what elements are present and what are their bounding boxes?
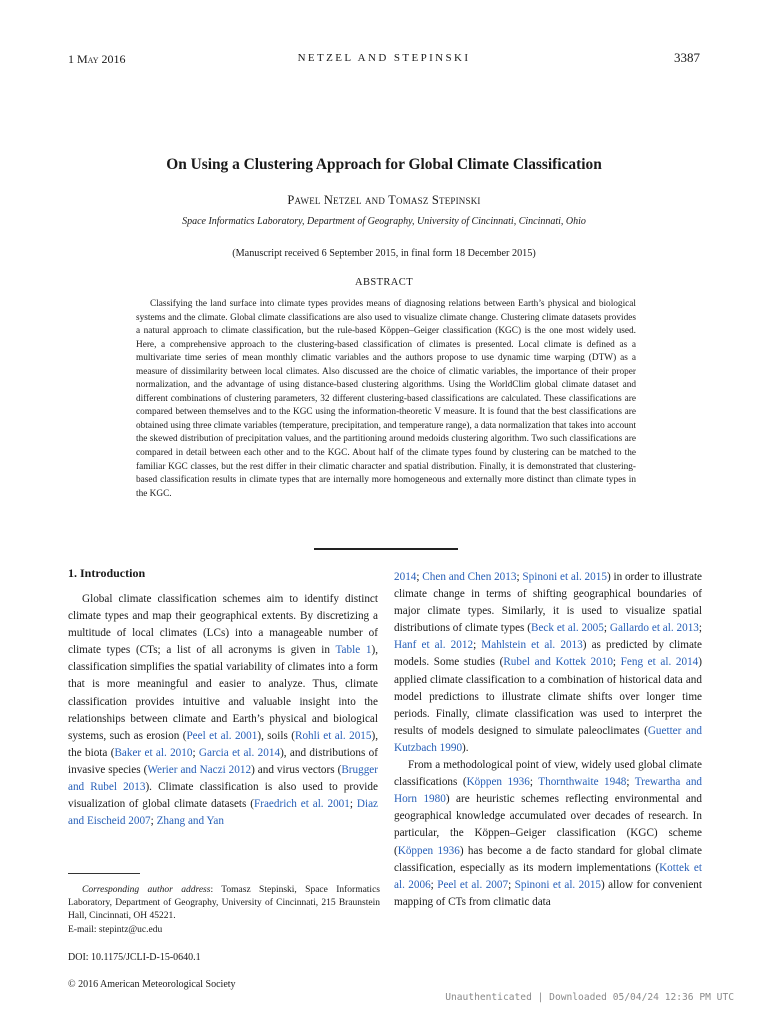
author-list: Pawel Netzel and Tomasz Stepinski: [287, 193, 481, 207]
body-text: ). Climate classification is also used to provide visualization of global climate datasets (: [68, 781, 378, 811]
citation-link[interactable]: Mahlstein et al. 2013: [481, 639, 583, 652]
footnote-rule: [68, 873, 140, 874]
citation-link[interactable]: Rohli et al. 2015: [294, 729, 372, 742]
citation-link[interactable]: Thornthwaite 1948: [538, 776, 627, 789]
page-number: 3387: [674, 50, 700, 65]
body-text: ) has become a de facto standard for global climate classification, especially as its modern implementations (: [394, 844, 703, 874]
body-text: ;: [603, 622, 610, 635]
body-text: ;: [516, 571, 523, 583]
body-text: ), soils (: [257, 729, 295, 742]
section-heading-introduction: 1. Introduction: [68, 566, 146, 580]
citation-link[interactable]: Diaz and Eischeid 2007: [68, 798, 379, 828]
body-text: ;: [150, 815, 157, 828]
citation-link[interactable]: Gallardo et al. 2013: [609, 622, 699, 635]
citation-link[interactable]: Table 1: [335, 644, 372, 657]
footnote-label: Corresponding author address: [82, 885, 211, 895]
body-text: ).: [462, 741, 469, 754]
citation-link[interactable]: Spinoni et al. 2015: [514, 878, 602, 891]
citation-link[interactable]: Peel et al. 2001: [186, 729, 258, 742]
footnote-email[interactable]: E-mail: stepintz@uc.edu: [68, 924, 163, 935]
body-text: ;: [349, 798, 357, 811]
manuscript-dates: (Manuscript received 6 September 2015, in final form 18 December 2015): [232, 248, 536, 259]
left-column: [68, 591, 378, 830]
citation-link[interactable]: Fraedrich et al. 2001: [254, 798, 350, 811]
body-text: ), and distributions of invasive species (: [68, 746, 378, 776]
body-text: ;: [473, 639, 482, 652]
footnote-text: : Tomasz Stepinski, Space Informatics Laboratory, Department of Geography, University of Cincinnati, 215 Braunstein Hall, Cincinnati, OH 45221.: [68, 885, 380, 922]
citation-link[interactable]: Rubel and Kottek 2010: [503, 656, 613, 669]
abstract-heading: ABSTRACT: [354, 277, 414, 288]
citation-link[interactable]: Brugger and Rubel 2013: [68, 763, 378, 794]
body-text: ;: [529, 776, 539, 789]
intro-paragraph-1: [68, 591, 378, 830]
running-header-date: 1 May 2016: [68, 52, 126, 66]
abstract-text: Classifying the land surface into climate types provides means of diagnosing relations between Earth’s physical and biological systems and the climate. Global climate classifications are also used to visualize climate change. Clustering climate datasets provides a natural approach to climate classification, but the rule-based Köppen–Geiger classification (KGC) is the one most widely used. Here, a comprehensive approach to the clustering-based classification of climates is presented. Local climate is defined as a multivariate time series of mean monthly climatic variables and the authors propose to use dynamic time warping (DTW) as a measure of dissimilarity between local climates. Also discussed are the choice of climatic variables, the importance of their proper normalization, and the advantage of using distance-based clustering algorithms. Using the WorldClim global climate dataset and different combinations of clustering parameters, 32 different clustering-based classifications are calculated. These classifications are compared between themselves and to the KGC using the information-theoretic V measure. It is found that the best classifications are obtained using three climate variables (temperature, precipitation, and temperature range), a data normalization that takes into account the skewed distribution of precipitation values, and the partitioning around medoids clustering algorithm. Two such classifications are compared in detail between each other and to the KGC. About half of the climate types found by clustering can be matched to the familiar KGC classes, but the rest differ in their climatic character and spatial distribution. Finally, it is demonstrated that clustering-based classification results in climate types that are internally more homogeneous and externally more distinct than climate types in the KGC.: [136, 299, 636, 499]
citation-link[interactable]: Werier and Naczi 2012: [147, 763, 252, 776]
citation-link[interactable]: Beck et al. 2005: [530, 622, 604, 635]
body-text: ;: [698, 622, 703, 635]
citation-link[interactable]: Feng et al. 2014: [620, 656, 699, 669]
body-text: ), classification simplifies the spatial variability of climates into a form that is more meaningful and easier to analyze. Thus, climate classification provides intuitive and valuable insight into the relationships between climate and Earth’s physical and biological systems, such as erosion (: [68, 644, 379, 742]
section-divider: [314, 548, 458, 550]
body-text: ;: [430, 878, 438, 891]
body-text: ;: [508, 878, 515, 891]
body-text: Global climate classification schemes aim to identify distinct climate types and map their geographical extents. By discretizing a multitude of local climates (LCs) into a manageable number of climate types (CTs; a list of all acronyms is given in: [68, 593, 378, 657]
citation-link[interactable]: Guetter and Kutzbach 1990: [394, 724, 703, 754]
right-column: [394, 569, 702, 911]
body-text: ) and virus vectors (: [251, 763, 342, 776]
citation-link[interactable]: Peel et al. 2007: [437, 878, 509, 891]
body-text: From a methodological point of view, widely used global climate classifications (: [394, 759, 702, 789]
citation-link[interactable]: 2014: [394, 571, 417, 583]
body-text: ;: [192, 746, 199, 759]
citation-link[interactable]: Spinoni et al. 2015: [522, 571, 607, 583]
body-text: ;: [626, 776, 635, 789]
intro-paragraph-1-continued: [394, 569, 702, 757]
citation-link[interactable]: Kottek et al. 2006: [394, 861, 702, 891]
body-text: ) applied climate classification to a combination of historical data and model predictions to illustrate climate shifts over longer time periods. Finally, climate classification was used to interpret the results of models designed to simulate paleoclimates (: [394, 656, 703, 737]
copyright-notice: © 2016 American Meteorological Society: [68, 979, 236, 990]
intro-paragraph-2: [394, 757, 702, 911]
download-watermark: Unauthenticated | Downloaded 05/04/24 12:36 PM UTC: [445, 992, 734, 1003]
paper-title: On Using a Clustering Approach for Global Climate Classification: [166, 156, 602, 173]
citation-link[interactable]: Garcia et al. 2014: [198, 746, 281, 759]
body-text: ) allow for convenient mapping of CTs from climatic data: [394, 878, 703, 908]
citation-link[interactable]: Chen and Chen 2013: [422, 571, 517, 583]
citation-link[interactable]: Zhang and Yan: [156, 815, 224, 828]
citation-link[interactable]: Köppen 1936: [466, 776, 530, 789]
affiliation: Space Informatics Laboratory, Department of Geography, University of Cincinnati, Cincinnati, Ohio: [182, 216, 586, 227]
body-text: ) are heuristic schemes reflecting environmental and geographical knowledge accumulated over decades of research. In particular, the Köppen–Geiger classification (KGC) scheme (: [394, 793, 702, 857]
body-text: ), the biota (: [68, 729, 379, 759]
body-text: ;: [416, 571, 423, 583]
citation-link[interactable]: Köppen 1936: [397, 844, 460, 857]
corresponding-author-footnote: [68, 884, 380, 937]
running-header-authors: NETZEL AND STEPINSKI: [297, 52, 471, 64]
citation-link[interactable]: Hanf et al. 2012: [394, 639, 474, 652]
body-text: ) in order to illustrate climate change in terms of shifting geographical boundaries of major climate types. Similarly, it is used to visualize spatial distributions of climate types (: [394, 571, 703, 635]
citation-link[interactable]: Trewartha and Horn 1980: [394, 776, 703, 806]
body-text: ;: [612, 656, 621, 669]
doi[interactable]: DOI: 10.1175/JCLI-D-15-0640.1: [68, 952, 201, 963]
citation-link[interactable]: Baker et al. 2010: [114, 746, 193, 759]
body-text: ) as predicted by climate models. Some studies (: [394, 639, 702, 669]
